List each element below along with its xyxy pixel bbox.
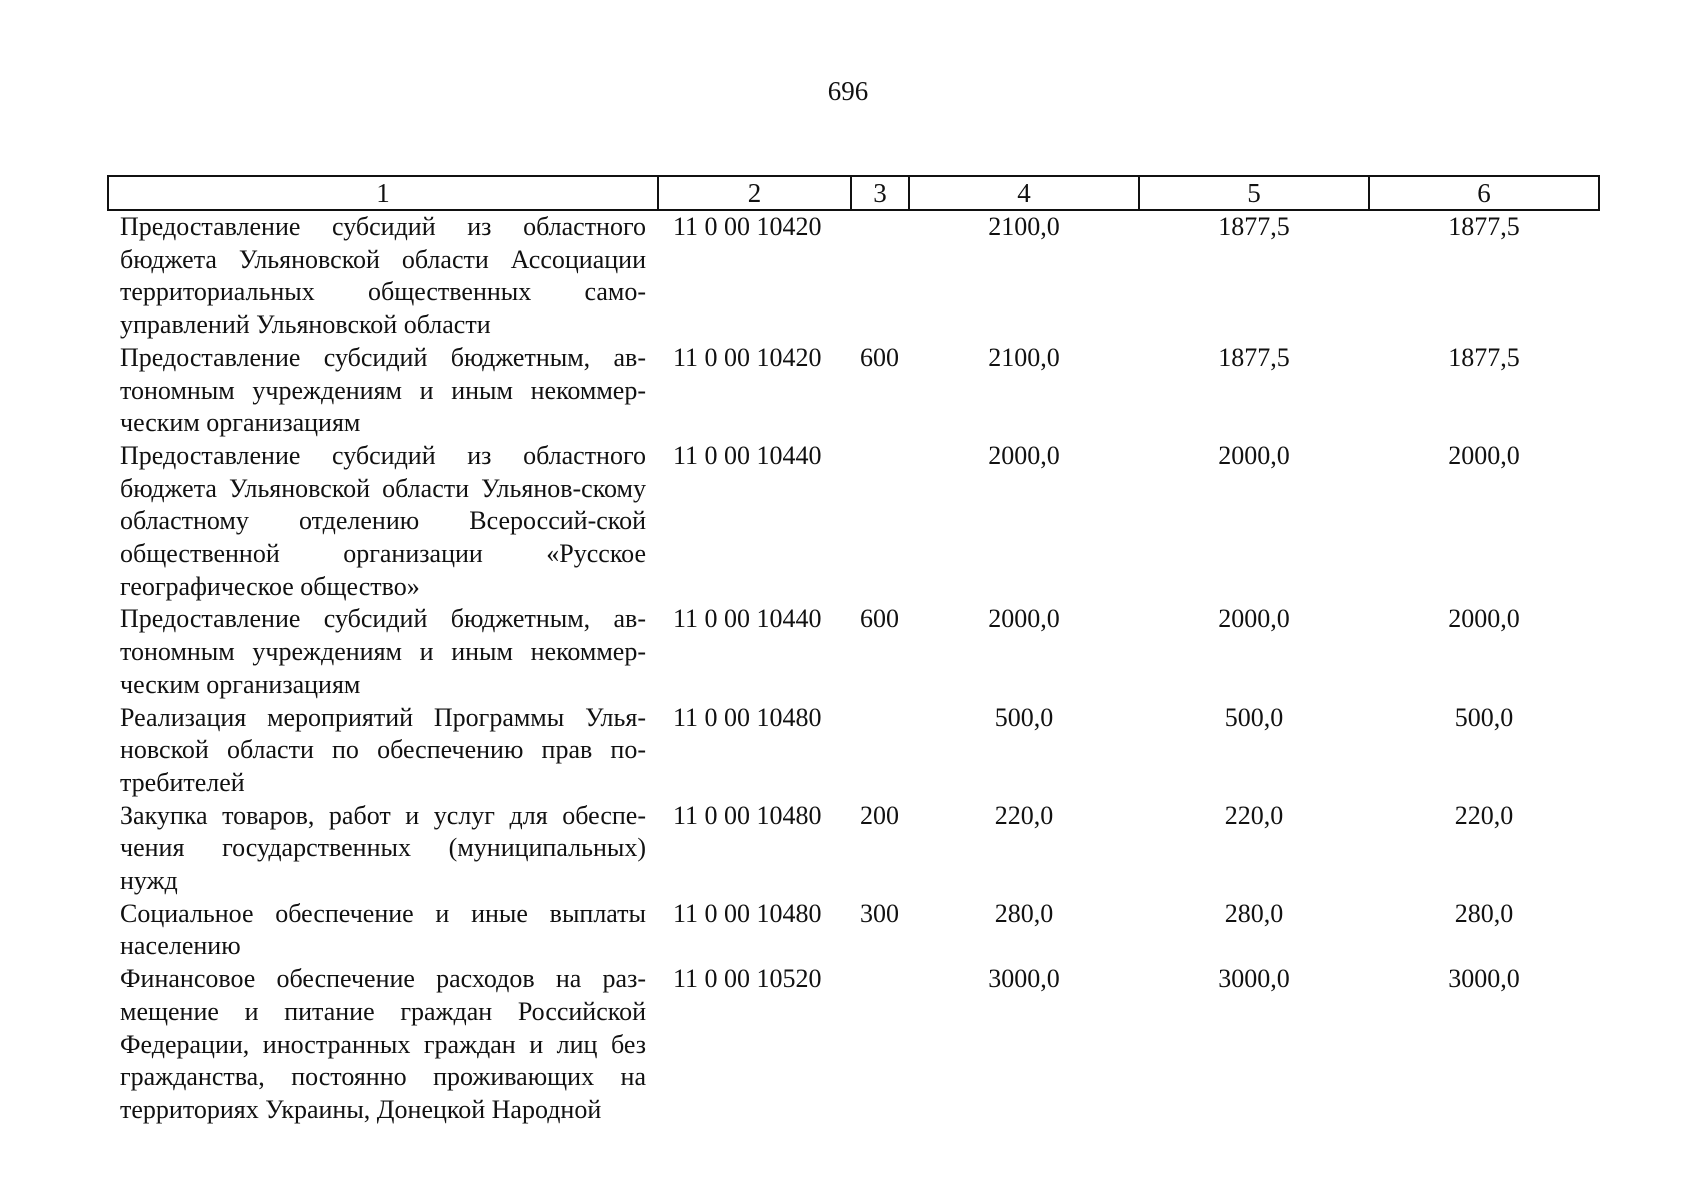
amount-col-4: 2100,0 <box>988 342 1060 372</box>
column-header-2: 2 <box>658 176 851 210</box>
amount-col-6: 3000,0 <box>1448 964 1520 994</box>
header-row <box>108 176 1599 210</box>
target-article-code: 11 0 00 10440 <box>673 604 822 634</box>
amount-col-5: 2000,0 <box>1218 440 1290 470</box>
table-row <box>108 898 1599 963</box>
expense-name: Предоставление субсидий бюджетным, ав-тономным учреждениям и иным некоммер-ческим организациям <box>120 342 646 438</box>
expense-type-code: 300 <box>860 898 899 928</box>
expense-type-code <box>851 702 909 800</box>
amount-col-6: 2000,0 <box>1448 440 1520 470</box>
column-header-1: 1 <box>108 176 658 210</box>
amount-col-6: 1877,5 <box>1448 342 1520 372</box>
table-row <box>108 963 1599 1127</box>
amount-col-6: 500,0 <box>1454 702 1514 732</box>
amount-col-4: 2000,0 <box>988 604 1060 634</box>
amount-col-5: 220,0 <box>1224 800 1284 830</box>
amount-col-5: 500,0 <box>1224 702 1284 732</box>
expense-name: Реализация мероприятий Программы Улья-новской области по обеспечению прав по-требителей <box>120 702 646 797</box>
column-header-6: 6 <box>1369 176 1599 210</box>
table-row <box>108 702 1599 800</box>
table-body <box>108 210 1599 1127</box>
amount-col-5: 280,0 <box>1224 898 1284 928</box>
table-row <box>108 342 1599 440</box>
table-row <box>108 210 1599 342</box>
target-article-code: 11 0 00 10420 <box>673 212 822 241</box>
expense-type-code: 200 <box>860 800 899 830</box>
table-row <box>108 603 1599 701</box>
target-article-code: 11 0 00 10520 <box>673 964 822 994</box>
table-row <box>108 440 1599 604</box>
expense-type-code <box>851 210 909 342</box>
budget-table <box>107 175 1600 1127</box>
amount-col-4: 220,0 <box>994 800 1054 830</box>
column-header-3: 3 <box>851 176 909 210</box>
amount-col-5: 2000,0 <box>1218 604 1290 634</box>
amount-col-4: 2100,0 <box>988 212 1060 241</box>
amount-col-5: 1877,5 <box>1218 342 1290 372</box>
amount-col-6: 280,0 <box>1454 898 1514 928</box>
column-header-4: 4 <box>909 176 1139 210</box>
expense-name: Закупка товаров, работ и услуг для обеспе-чения государственных (муниципальных) нужд <box>120 800 646 896</box>
expense-type-code: 600 <box>860 604 899 634</box>
expense-name: Предоставление субсидий из областного бюджета Ульяновской области Ульянов-скому областному отделению Всероссий-ской общественной организации «Русское географическое общество» <box>120 440 646 601</box>
expense-name: Социальное обеспечение и иные выплаты населению <box>120 898 646 961</box>
target-article-code: 11 0 00 10440 <box>673 440 822 470</box>
target-article-code: 11 0 00 10420 <box>673 342 822 372</box>
page-number: 696 <box>827 76 869 106</box>
amount-col-4: 280,0 <box>994 898 1054 928</box>
amount-col-6: 1877,5 <box>1448 212 1520 241</box>
amount-col-5: 3000,0 <box>1218 964 1290 994</box>
expense-type-code <box>851 963 909 1127</box>
expense-name: Предоставление субсидий бюджетным, ав-тономным учреждениям и иным некоммер-ческим организациям <box>120 604 646 699</box>
amount-col-4: 2000,0 <box>988 440 1060 470</box>
target-article-code: 11 0 00 10480 <box>673 702 822 732</box>
table-header <box>108 176 1599 210</box>
amount-col-4: 3000,0 <box>988 964 1060 994</box>
target-article-code: 11 0 00 10480 <box>673 898 822 928</box>
amount-col-4: 500,0 <box>994 702 1054 732</box>
expense-type-code <box>851 440 909 604</box>
expense-name: Предоставление субсидий из областного бюджета Ульяновской области Ассоциации территориальных общественных само-управлений Ульяновской области <box>120 212 646 340</box>
target-article-code: 11 0 00 10480 <box>673 800 822 830</box>
amount-col-6: 220,0 <box>1454 800 1514 830</box>
column-header-5: 5 <box>1139 176 1369 210</box>
table-row <box>108 800 1599 898</box>
expense-name: Финансовое обеспечение расходов на раз-мещение и питание граждан Российской Федерации, иностранных граждан и лиц без гражданства, постоянно проживающих на территориях Украины, Донецкой Народной <box>120 964 646 1124</box>
amount-col-5: 1877,5 <box>1218 212 1290 241</box>
expense-type-code: 600 <box>860 342 899 372</box>
amount-col-6: 2000,0 <box>1448 604 1520 634</box>
